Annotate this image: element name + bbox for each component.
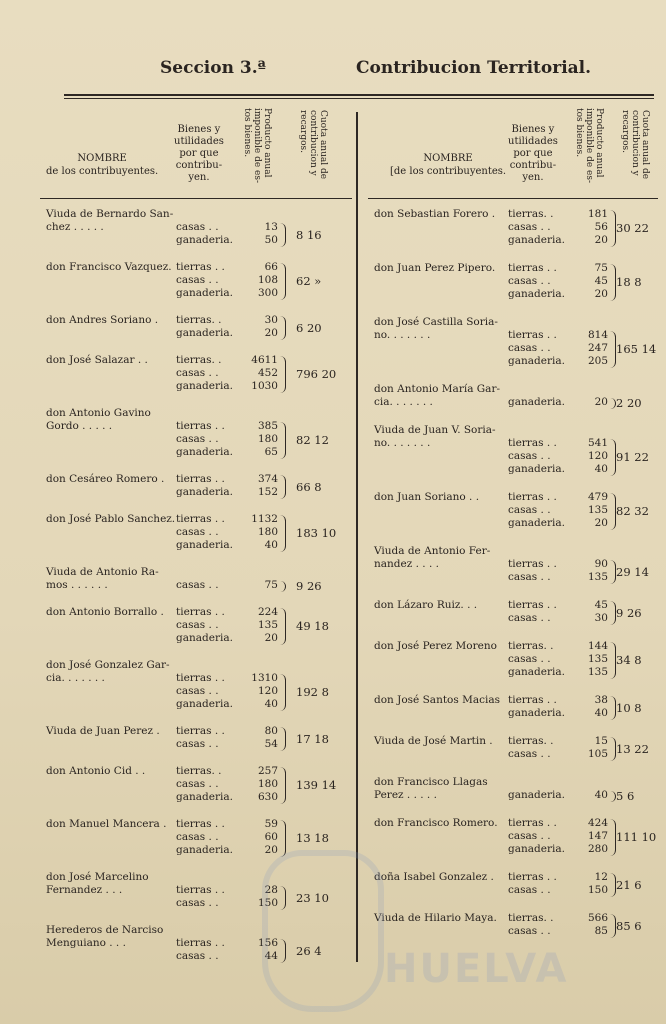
bien-category: tierras . . <box>176 937 225 949</box>
producto-value: 224 <box>257 606 278 618</box>
value-brace <box>280 356 286 393</box>
bien-category: casas . . <box>176 685 219 697</box>
bien-category: ganaderia. <box>176 287 233 299</box>
contribuyente-name: Menguiano . . . <box>46 937 126 949</box>
value-brace <box>280 316 286 340</box>
value-brace <box>280 581 286 592</box>
value-brace <box>280 674 286 711</box>
header-rule-thin <box>64 98 654 99</box>
bien-category: ganaderia. <box>176 327 233 339</box>
left-table <box>40 100 352 962</box>
producto-value: 20 <box>264 327 278 339</box>
cuota-value: 29 14 <box>616 564 649 579</box>
contribuyente-name: Viuda de Bernardo San- <box>46 208 174 220</box>
contribuyente-name: don Francisco Romero. <box>374 817 498 829</box>
bien-category: tierras . . <box>176 513 225 525</box>
header-cuota: Cuota anual de contribucion y recargos. <box>298 110 328 180</box>
table-header <box>40 100 352 196</box>
header-bienes-line: Bienes y <box>511 124 555 135</box>
contribuyente-name: don José Castilla Soria- <box>374 316 498 328</box>
bien-category: casas . . <box>508 612 551 624</box>
cuota-value: 82 12 <box>296 433 329 447</box>
bien-category: casas . . <box>176 526 219 538</box>
header-producto: Producto anual imponible de es- tos bienes. <box>574 108 604 184</box>
bien-category: ganaderia. <box>176 844 233 856</box>
producto-value: 1310 <box>251 672 278 684</box>
value-brace <box>280 223 286 247</box>
seal-icon <box>262 850 384 1012</box>
header-bienes-line: contribu- <box>175 160 223 171</box>
header-nombre-title: NOMBRE <box>423 153 473 164</box>
bien-category: casas . . <box>176 619 219 631</box>
header-bienes-line: yen. <box>522 172 544 183</box>
producto-value: 28 <box>264 884 278 896</box>
bien-category: casas . . <box>176 221 219 233</box>
producto-value: 38 <box>594 694 608 706</box>
producto-value: 30 <box>264 314 278 326</box>
producto-value: 40 <box>594 707 608 719</box>
producto-value: 20 <box>594 288 608 300</box>
producto-value: 66 <box>264 261 278 273</box>
bien-category: casas . . <box>176 367 219 379</box>
producto-value: 59 <box>264 818 278 830</box>
producto-value: 54 <box>264 738 278 750</box>
producto-value: 300 <box>257 287 278 299</box>
producto-value: 56 <box>594 221 608 233</box>
contribuyente-name: don José Gonzalez Gar- <box>46 659 170 671</box>
producto-value: 45 <box>594 275 608 287</box>
cuota-value: 17 18 <box>296 731 329 746</box>
bien-category: tierras . . <box>176 672 225 684</box>
bien-category: ganaderia. <box>508 666 565 678</box>
page-title: Contribucion Territorial. <box>356 58 592 78</box>
producto-value: 135 <box>587 571 608 583</box>
bien-category: ganaderia. <box>508 707 565 719</box>
header-bienes-line: Bienes y <box>177 124 221 135</box>
bien-category: ganaderia. <box>176 486 233 498</box>
header-rule <box>64 94 654 96</box>
producto-value: 40 <box>264 698 278 710</box>
bien-category: tierras . . <box>508 491 557 503</box>
bien-category: tierras . . <box>176 818 225 830</box>
bien-category: ganaderia. <box>176 791 233 803</box>
bien-category: casas . . <box>176 778 219 790</box>
producto-value: 75 <box>264 579 278 591</box>
contribuyente-name: Viuda de Antonio Fer- <box>374 545 491 557</box>
contribuyente-name: don Juan Soriano . . <box>374 491 480 503</box>
producto-value: 150 <box>587 884 608 896</box>
bien-category: casas . . <box>508 450 551 462</box>
producto-value: 12 <box>594 871 608 883</box>
producto-value: 135 <box>587 504 608 516</box>
cuota-value: 13 18 <box>296 831 329 845</box>
huelva-watermark <box>262 850 602 1010</box>
cuota-value: 8 16 <box>296 227 322 242</box>
producto-value: 20 <box>264 632 278 644</box>
bien-category: ganaderia. <box>176 380 233 392</box>
bien-category: tierras . . <box>508 817 557 829</box>
producto-value: 45 <box>594 599 608 611</box>
cuota-value: 30 22 <box>616 221 649 235</box>
bien-category: casas . . <box>508 884 551 896</box>
producto-value: 44 <box>264 950 278 962</box>
producto-value: 452 <box>257 367 278 379</box>
contribuyente-name: Viuda de Juan V. Soria- <box>374 424 496 436</box>
producto-value: 135 <box>587 653 608 665</box>
header-bienes <box>174 124 224 184</box>
bien-category: tierras. . <box>508 912 554 924</box>
producto-value: 147 <box>587 830 608 842</box>
header-bienes <box>508 124 558 184</box>
producto-value: 814 <box>587 329 608 341</box>
bien-category: ganaderia. <box>508 288 565 300</box>
contribuyente-name: cia. . . . . . . <box>374 396 433 408</box>
bien-category: casas . . <box>508 571 551 583</box>
contribuyente-name: don Francisco Vazquez. <box>46 261 172 273</box>
bien-category: tierras . . <box>508 558 557 570</box>
bien-category: ganaderia. <box>176 632 233 644</box>
cuota-value: 6 20 <box>296 320 322 335</box>
bien-category: tierras. . <box>176 314 222 326</box>
producto-value: 85 <box>594 925 608 937</box>
bien-category: casas . . <box>508 830 551 842</box>
contribuyente-name: Gordo . . . . . <box>46 420 113 432</box>
cuota-value: 139 14 <box>296 778 337 792</box>
cuota-value: 91 22 <box>616 450 649 464</box>
cuota-value: 21 6 <box>616 877 642 892</box>
value-brace <box>280 422 286 459</box>
table-header <box>368 100 664 196</box>
producto-value: 1030 <box>251 380 278 392</box>
bien-category: ganaderia. <box>176 234 233 246</box>
contribuyente-name: Fernandez . . . <box>46 884 123 896</box>
bien-category: tierras . . <box>176 261 225 273</box>
bien-category: casas . . <box>176 579 219 591</box>
producto-value: 280 <box>587 843 608 855</box>
producto-value: 566 <box>587 912 608 924</box>
contribuyente-name: don Antonio Borrallo . <box>46 606 164 618</box>
bien-category: casas . . <box>508 925 551 937</box>
cuota-value: 9 26 <box>296 579 322 593</box>
producto-value: 180 <box>257 778 278 790</box>
contribuyente-name: don Lázaro Ruiz. . . <box>374 599 478 611</box>
header-bienes-line: yen. <box>188 172 210 183</box>
producto-value: 180 <box>257 526 278 538</box>
producto-value: 150 <box>257 897 278 909</box>
producto-value: 65 <box>264 446 278 458</box>
bien-category: tierras. . <box>508 640 554 652</box>
producto-value: 180 <box>257 433 278 445</box>
producto-value: 156 <box>257 937 278 949</box>
cuota-value: 18 8 <box>616 275 642 289</box>
cuota-value: 49 18 <box>296 619 329 633</box>
bien-category: casas . . <box>508 275 551 287</box>
producto-value: 630 <box>257 791 278 803</box>
producto-value: 541 <box>587 437 608 449</box>
header-nombre <box>390 152 506 178</box>
contribuyente-name: doña Isabel Gonzalez . <box>374 871 494 883</box>
contribuyente-name: chez . . . . . <box>46 221 104 233</box>
bien-category: tierras . . <box>508 437 557 449</box>
contribuyente-name: don Antonio Gavino <box>46 407 151 419</box>
producto-value: 13 <box>264 221 278 233</box>
contribuyente-name: don Cesáreo Romero . <box>46 473 165 485</box>
header-producto: Producto anual imponible de es- tos bienes. <box>242 108 272 184</box>
cuota-value: 5 6 <box>616 789 635 803</box>
contribuyente-name: don Antonio Cid . . <box>46 765 146 777</box>
producto-value: 144 <box>587 640 608 652</box>
page-header <box>0 58 666 84</box>
bien-category: tierras . . <box>176 884 225 896</box>
contribuyente-name: don Sebastian Forero . <box>374 208 496 220</box>
bien-category: tierras. . <box>508 208 554 220</box>
producto-value: 120 <box>257 685 278 697</box>
cuota-value: 192 8 <box>296 685 329 699</box>
bien-category: casas . . <box>508 342 551 354</box>
bien-category: ganaderia. <box>508 234 565 246</box>
contribuyente-name: cia. . . . . . . <box>46 672 105 684</box>
contribuyente-name: don José Salazar . . <box>46 354 148 366</box>
value-brace <box>280 515 286 552</box>
bien-category: casas . . <box>176 831 219 843</box>
bien-category: ganaderia. <box>508 463 565 475</box>
producto-value: 120 <box>587 450 608 462</box>
producto-value: 374 <box>257 473 278 485</box>
producto-value: 30 <box>594 612 608 624</box>
bien-category: casas . . <box>508 653 551 665</box>
contribuyente-name: don Manuel Mancera . <box>46 818 167 830</box>
header-nombre-sub: [de los contribuyentes. <box>390 166 507 177</box>
contribuyente-name: don José Santos Macias <box>374 694 500 706</box>
contribuyente-name: Herederos de Narciso <box>46 924 164 936</box>
producto-value: 20 <box>594 234 608 246</box>
producto-value: 105 <box>587 748 608 760</box>
cuota-value: 34 8 <box>616 653 642 667</box>
contribuyente-name: nandez . . . . <box>374 558 439 570</box>
bien-category: casas . . <box>176 950 219 962</box>
value-brace <box>280 475 286 499</box>
cuota-value: 85 6 <box>616 918 642 933</box>
contribuyente-name: Viuda de Hilario Maya. <box>374 912 497 924</box>
bien-category: ganaderia. <box>508 396 565 408</box>
contribuyente-name: no. . . . . . . <box>374 329 431 341</box>
header-bienes-line: por que <box>513 148 553 159</box>
bien-category: casas . . <box>508 221 551 233</box>
producto-value: 40 <box>594 789 608 801</box>
value-brace <box>280 263 286 300</box>
value-brace <box>280 727 286 751</box>
bien-category: tierras . . <box>176 473 225 485</box>
bien-category: tierras . . <box>176 725 225 737</box>
contribuyente-name: don José Pablo Sanchez. <box>46 513 176 525</box>
producto-value: 108 <box>257 274 278 286</box>
cuota-value: 66 8 <box>296 479 322 494</box>
contribuyente-name: don Andres Soriano . <box>46 314 159 326</box>
cuota-value: 10 8 <box>616 700 642 715</box>
producto-value: 4611 <box>251 354 278 366</box>
bien-category: casas . . <box>176 433 219 445</box>
producto-value: 135 <box>257 619 278 631</box>
cuota-value: 9 26 <box>616 605 642 620</box>
bien-category: tierras . . <box>176 420 225 432</box>
bien-category: casas . . <box>176 897 219 909</box>
bien-category: tierras . . <box>508 871 557 883</box>
header-bienes-line: utilidades <box>174 136 224 147</box>
producto-value: 20 <box>594 396 608 408</box>
header-bienes-line: utilidades <box>508 136 558 147</box>
producto-value: 479 <box>587 491 608 503</box>
bien-category: casas . . <box>508 748 551 760</box>
cuota-value: 26 4 <box>296 943 322 958</box>
bien-category: casas . . <box>176 738 219 750</box>
cuota-value: 62 » <box>296 274 322 288</box>
header-nombre <box>46 152 158 178</box>
producto-value: 385 <box>257 420 278 432</box>
bien-category: tierras. . <box>176 354 222 366</box>
column-divider <box>356 112 358 962</box>
right-table <box>368 100 664 937</box>
bien-category: ganaderia. <box>508 789 565 801</box>
bien-category: tierras . . <box>176 606 225 618</box>
section-label: Seccion 3.ª <box>160 58 266 78</box>
header-cuota: Cuota anual de contribucion y recargos. <box>620 110 650 180</box>
producto-value: 152 <box>257 486 278 498</box>
producto-value: 1132 <box>251 513 278 525</box>
cuota-value: 165 14 <box>616 342 657 356</box>
header-bottom-rule <box>40 198 352 199</box>
contribuyente-name: don Antonio María Gar- <box>374 383 501 395</box>
contribuyente-name: don José Perez Moreno <box>374 640 497 652</box>
value-brace <box>280 767 286 804</box>
contribuyente-name: no. . . . . . . <box>374 437 431 449</box>
producto-value: 205 <box>587 355 608 367</box>
producto-value: 257 <box>257 765 278 777</box>
cuota-value: 111 10 <box>616 830 657 844</box>
contribuyente-name: mos . . . . . . <box>46 579 108 591</box>
bien-category: casas . . <box>508 504 551 516</box>
contribuyente-name: don Francisco Llagas <box>374 776 488 788</box>
cuota-value: 183 10 <box>296 526 337 540</box>
header-nombre-title: NOMBRE <box>77 153 127 164</box>
value-brace <box>280 608 286 645</box>
bien-category: ganaderia. <box>176 446 233 458</box>
producto-value: 40 <box>264 539 278 551</box>
bien-category: tierras. . <box>508 735 554 747</box>
bien-category: ganaderia. <box>508 355 565 367</box>
contribuyente-name: don Juan Perez Pipero. <box>374 262 496 274</box>
producto-value: 20 <box>594 517 608 529</box>
bien-category: tierras . . <box>508 694 557 706</box>
producto-value: 75 <box>594 262 608 274</box>
bien-category: ganaderia. <box>176 539 233 551</box>
contribuyente-name: Viuda de Juan Perez . <box>46 725 160 737</box>
producto-value: 15 <box>594 735 608 747</box>
cuota-value: 796 20 <box>296 367 337 381</box>
bien-category: tierras . . <box>508 599 557 611</box>
bien-category: ganaderia. <box>508 843 565 855</box>
bien-category: ganaderia. <box>176 698 233 710</box>
bien-category: ganaderia. <box>508 517 565 529</box>
bien-category: casas . . <box>176 274 219 286</box>
cuota-value: 23 10 <box>296 890 329 905</box>
contribuyente-name: Viuda de Antonio Ra- <box>46 566 159 578</box>
contribuyente-name: Viuda de José Martin . <box>374 735 493 747</box>
producto-value: 424 <box>587 817 608 829</box>
contribuyente-name: Perez . . . . . <box>374 789 437 801</box>
header-nombre-sub: de los contribuyentes. <box>46 166 159 177</box>
producto-value: 181 <box>587 208 608 220</box>
contribuyente-name: don José Marcelino <box>46 871 149 883</box>
cuota-value: 13 22 <box>616 741 649 756</box>
bien-category: tierras . . <box>508 262 557 274</box>
header-bienes-line: contribu- <box>509 160 557 171</box>
producto-value: 135 <box>587 666 608 678</box>
producto-value: 80 <box>264 725 278 737</box>
producto-value: 50 <box>264 234 278 246</box>
producto-value: 20 <box>264 844 278 856</box>
producto-value: 40 <box>594 463 608 475</box>
watermark-text: HUELVA <box>384 946 569 992</box>
header-bienes-line: por que <box>179 148 219 159</box>
cuota-value: 2 20 <box>616 396 642 410</box>
producto-value: 247 <box>587 342 608 354</box>
producto-value: 60 <box>264 831 278 843</box>
header-bottom-rule <box>368 198 658 199</box>
bien-category: tierras. . <box>176 765 222 777</box>
bien-category: tierras . . <box>508 329 557 341</box>
cuota-value: 82 32 <box>616 504 649 518</box>
producto-value: 90 <box>594 558 608 570</box>
